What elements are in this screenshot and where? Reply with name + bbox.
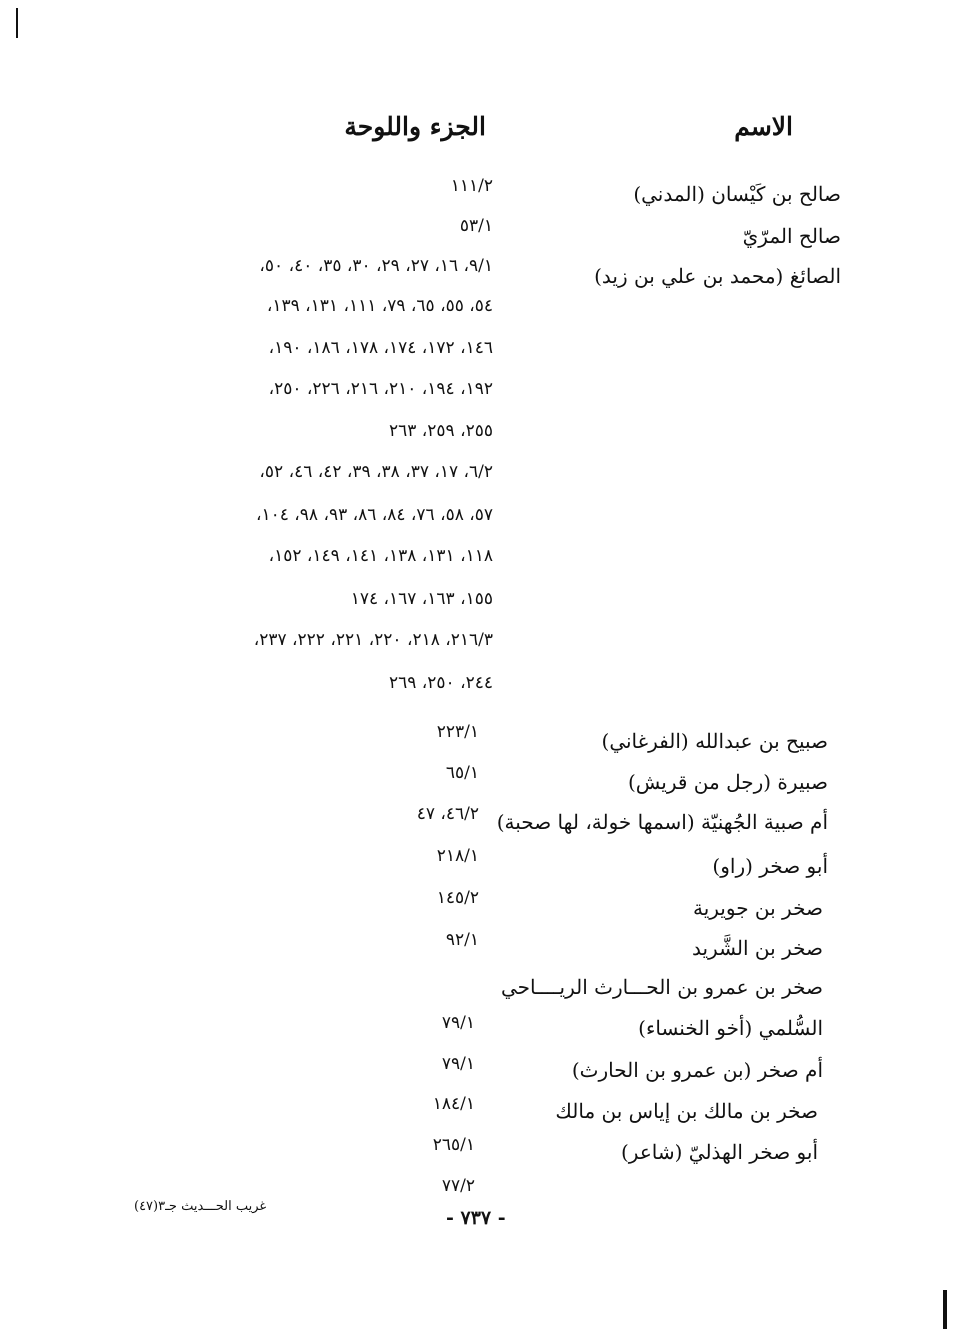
entry-ref: ٧٧/٢ (441, 1176, 475, 1196)
entry-ref: ٦٥/١ (445, 763, 479, 783)
entry-ref: ٢٤٤، ٢٥٠، ٢٦٩ (389, 673, 493, 693)
entry-ref: ٢٦٥/١ (432, 1135, 475, 1155)
entry-name: أم صخر (بن عمرو بن الحارث) (571, 1058, 823, 1082)
entry-ref: ١١٨، ١٣١، ١٣٨، ١٤١، ١٤٩، ١٥٢، (268, 546, 493, 566)
entry-name: أم صبية الجُهنيّة (اسمها خولة، لها صحبة) (496, 810, 828, 834)
entry-ref: ٧٩/١ (441, 1054, 475, 1074)
entry-ref: ٧٩/١ (441, 1013, 475, 1033)
scan-edge-mark-bottom (943, 1290, 947, 1329)
entry-ref: ٥٧، ٥٨، ٧٦، ٨٤، ٨٦، ٩٣، ٩٨، ١٠٤، (256, 505, 493, 525)
footer-source-note: غريب الحـــديث جـ٣(٤٧) (134, 1199, 267, 1214)
entry-ref: ١٨٤/١ (432, 1094, 475, 1114)
ref-column-header: الجزء واللوحة (344, 112, 486, 141)
scan-edge-mark-top (16, 8, 18, 38)
entry-ref: ٢١٦/٣، ٢١٨، ٢٢٠، ٢٢١، ٢٢٢، ٢٣٧، (253, 630, 493, 650)
entry-ref: ١٩٢، ١٩٤، ٢١٠، ٢١٦، ٢٢٦، ٢٥٠، (268, 379, 493, 399)
entry-name: الصائغ (محمد بن علي بن زيد) (594, 264, 841, 288)
entry-ref: ٢٥٥، ٢٥٩، ٢٦٣ (389, 421, 493, 441)
entry-ref: ٩٢/١ (445, 930, 479, 950)
entry-name: صخر بن الشَّريد (691, 936, 823, 960)
entry-name: أبو صخر الهذليّ (شاعر) (620, 1140, 818, 1164)
entry-ref: ٥٣/١ (459, 216, 493, 236)
entry-name: صالح المرّيّ (742, 224, 841, 248)
entry-ref: ٤٦/٢، ٤٧ (416, 804, 479, 824)
entry-name: أبو صخر (راو) (712, 854, 828, 878)
page-number: - ٧٣٧ - (446, 1207, 506, 1229)
entry-ref: ٥٤، ٥٥، ٦٥، ٧٩، ١١١، ١٣١، ١٣٩، (266, 296, 493, 316)
entry-ref: ١٥٥، ١٦٣، ١٦٧، ١٧٤ (350, 589, 493, 609)
entry-name: صخر بن عمرو بن الحـــارث الريــــاحي (500, 975, 823, 999)
entry-name: صالح بن كَيْسان (المدني) (633, 182, 841, 206)
entry-ref: ٢٢٣/١ (436, 722, 479, 742)
entry-name: السُّلمي (أخو الخنساء) (638, 1016, 823, 1040)
entry-ref: ٢١٨/١ (436, 846, 479, 866)
entry-name: صخر بن مالك بن إياس بن مالك (555, 1099, 818, 1123)
entry-name: صبيح بن عبدالله (الفرغاني) (601, 729, 828, 753)
entry-ref: ٦/٢، ١٧، ٣٧، ٣٨، ٣٩، ٤٢، ٤٦، ٥٢، (259, 462, 493, 482)
entry-ref: ١١١/٢ (450, 176, 493, 196)
entry-name: صبيرة (رجل من قريش) (627, 770, 828, 794)
name-column-header: الاسم (734, 112, 793, 141)
entry-ref: ١٤٦، ١٧٢، ١٧٤، ١٧٨، ١٨٦، ١٩٠، (268, 338, 493, 358)
entry-name: صخر بن جويرية (692, 896, 823, 920)
entry-ref: ٩/١، ١٦، ٢٧، ٢٩، ٣٠، ٣٥، ٤٠، ٥٠، (259, 256, 493, 276)
entry-ref: ١٤٥/٢ (436, 888, 479, 908)
